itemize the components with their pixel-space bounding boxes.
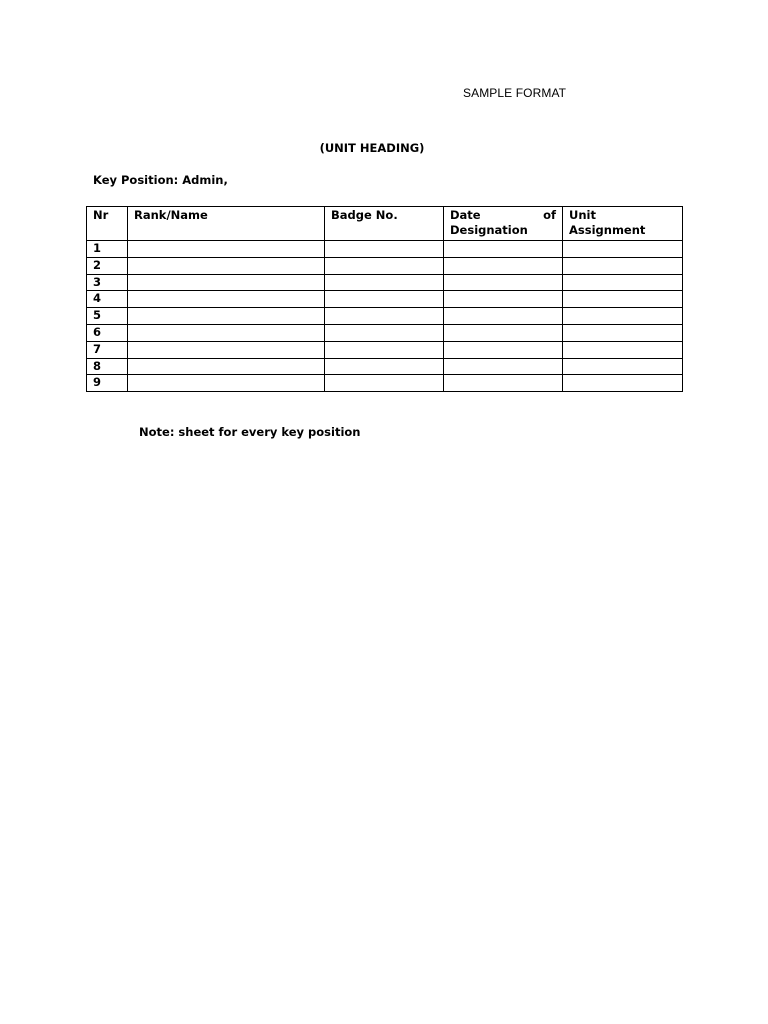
- table-row: [87, 291, 683, 308]
- sample-format-label: SAMPLE FORMAT: [463, 86, 567, 100]
- roster-table: [86, 206, 683, 392]
- date-of-designation-cell[interactable]: [444, 308, 563, 325]
- row-number: 5: [87, 308, 128, 325]
- table-row: [87, 324, 683, 341]
- badge-no-cell[interactable]: [325, 241, 444, 258]
- row-number: 2: [87, 257, 128, 274]
- rank-name-cell[interactable]: [128, 241, 325, 258]
- date-of-designation-cell[interactable]: [444, 341, 563, 358]
- table-row: [87, 274, 683, 291]
- badge-no-cell[interactable]: [325, 324, 444, 341]
- rank-name-cell[interactable]: [128, 291, 325, 308]
- row-number: 7: [87, 341, 128, 358]
- date-of-designation-cell[interactable]: [444, 241, 563, 258]
- table-row: [87, 241, 683, 258]
- date-of-designation-cell[interactable]: [444, 324, 563, 341]
- table-row: [87, 341, 683, 358]
- column-header-rank-name: Rank/Name: [128, 207, 325, 241]
- unit-assignment-cell[interactable]: [563, 375, 683, 392]
- unit-assignment-cell[interactable]: [563, 341, 683, 358]
- unit-assignment-cell[interactable]: [563, 291, 683, 308]
- column-header-date-of-designation: [444, 207, 563, 241]
- row-number: 6: [87, 324, 128, 341]
- column-header-unit-assignment: Unit Assignment: [563, 207, 683, 241]
- badge-no-cell[interactable]: [325, 291, 444, 308]
- badge-no-cell[interactable]: [325, 375, 444, 392]
- rank-name-cell[interactable]: [128, 375, 325, 392]
- of-word: of: [543, 208, 556, 222]
- badge-no-cell[interactable]: [325, 274, 444, 291]
- badge-no-cell[interactable]: [325, 308, 444, 325]
- row-number: 3: [87, 274, 128, 291]
- designation-word: Designation: [450, 223, 528, 237]
- date-of-designation-cell[interactable]: [444, 358, 563, 375]
- rank-name-cell[interactable]: [128, 324, 325, 341]
- unit-heading: (UNIT HEADING): [319, 141, 425, 155]
- unit-assignment-cell[interactable]: [563, 308, 683, 325]
- table-header-row: [87, 207, 683, 241]
- date-header-line1: [450, 208, 556, 223]
- table-row: [87, 257, 683, 274]
- date-word: Date: [450, 208, 481, 222]
- row-number: 1: [87, 241, 128, 258]
- date-of-designation-cell[interactable]: [444, 375, 563, 392]
- row-number: 9: [87, 375, 128, 392]
- date-of-designation-cell[interactable]: [444, 291, 563, 308]
- table-row: [87, 358, 683, 375]
- row-number: 8: [87, 358, 128, 375]
- badge-no-cell[interactable]: [325, 358, 444, 375]
- rank-name-cell[interactable]: [128, 341, 325, 358]
- unit-assignment-cell[interactable]: [563, 241, 683, 258]
- date-of-designation-cell[interactable]: [444, 257, 563, 274]
- rank-name-cell[interactable]: [128, 274, 325, 291]
- rank-name-cell[interactable]: [128, 358, 325, 375]
- key-position-label: Key Position: Admin,: [93, 173, 228, 187]
- rank-name-cell[interactable]: [128, 257, 325, 274]
- unit-assignment-cell[interactable]: [563, 257, 683, 274]
- badge-no-cell[interactable]: [325, 257, 444, 274]
- column-header-nr: Nr: [87, 207, 128, 241]
- badge-no-cell[interactable]: [325, 341, 444, 358]
- rank-name-cell[interactable]: [128, 308, 325, 325]
- date-of-designation-cell[interactable]: [444, 274, 563, 291]
- unit-assignment-cell[interactable]: [563, 274, 683, 291]
- unit-assignment-cell[interactable]: [563, 324, 683, 341]
- row-number: 4: [87, 291, 128, 308]
- note-text: Note: sheet for every key position: [139, 425, 361, 439]
- column-header-badge-no: Badge No.: [325, 207, 444, 241]
- table-row: [87, 375, 683, 392]
- table-row: [87, 308, 683, 325]
- unit-assignment-cell[interactable]: [563, 358, 683, 375]
